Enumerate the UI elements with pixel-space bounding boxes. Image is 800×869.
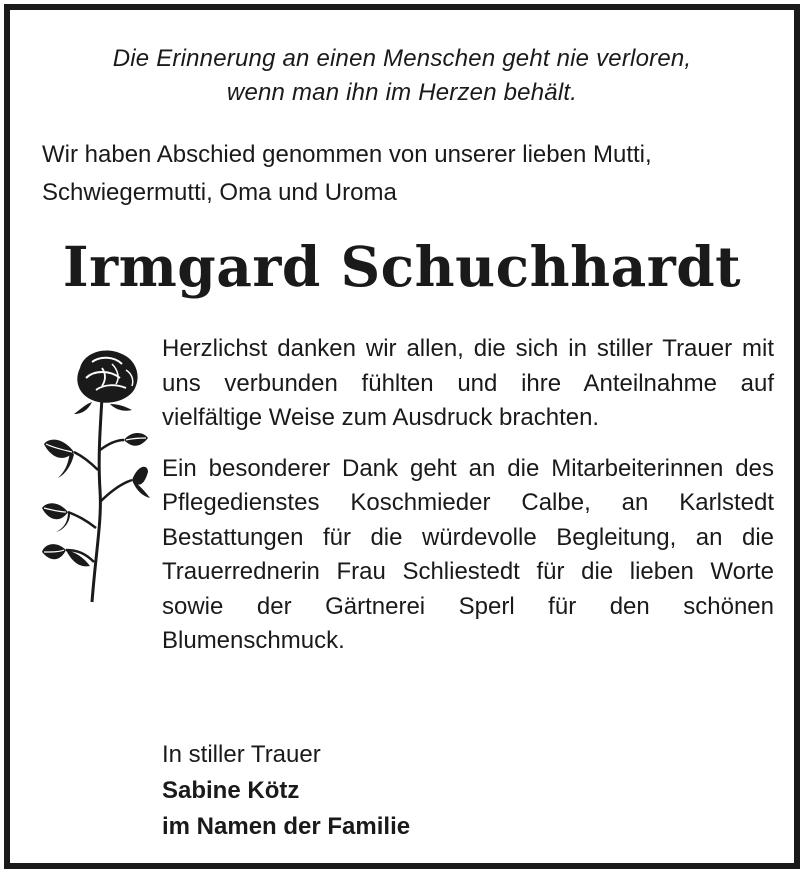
deceased-name: Irmgard Schuchhardt (62, 234, 742, 299)
motto-line-1: Die Erinnerung an einen Menschen geht nie verloren, (112, 45, 692, 72)
motto-line-2: wenn man ihn im Herzen behält. (226, 79, 578, 106)
intro-line-1: Wir haben Abschied genommen von unserer lieben Mutti, (42, 141, 652, 168)
signature-closing: In stiller Trauer (162, 741, 321, 768)
obituary-frame (4, 4, 800, 869)
farewell-intro (42, 136, 772, 212)
signature-name: Sabine Kötz (162, 777, 300, 804)
rose-icon (40, 340, 150, 620)
thanks-paragraph-1: Herzlichst danken wir allen, die sich in stiller Trauer mit uns verbunden fühlten und ihre Anteilnahme auf vielfältige Weise zum Ausdruck brachten. (162, 335, 774, 431)
signature-block (162, 737, 410, 845)
thanks-section (162, 332, 774, 659)
motto-quote (10, 42, 794, 110)
thanks-paragraph-2: Ein besonderer Dank geht an die Mitarbeiterinnen des Pflegedienstes Koschmieder Calbe, an Karlstedt Bestattungen für die würdevolle Begleitung, an die Trauerrednerin Frau Schliestedt für die lieben Worte sowie der Gärtnerei Sperl für den schönen Blumenschmuck. (162, 454, 774, 654)
signature-on-behalf: im Namen der Familie (162, 813, 411, 840)
intro-line-2: Schwiegermutti, Oma und Uroma (42, 179, 397, 206)
